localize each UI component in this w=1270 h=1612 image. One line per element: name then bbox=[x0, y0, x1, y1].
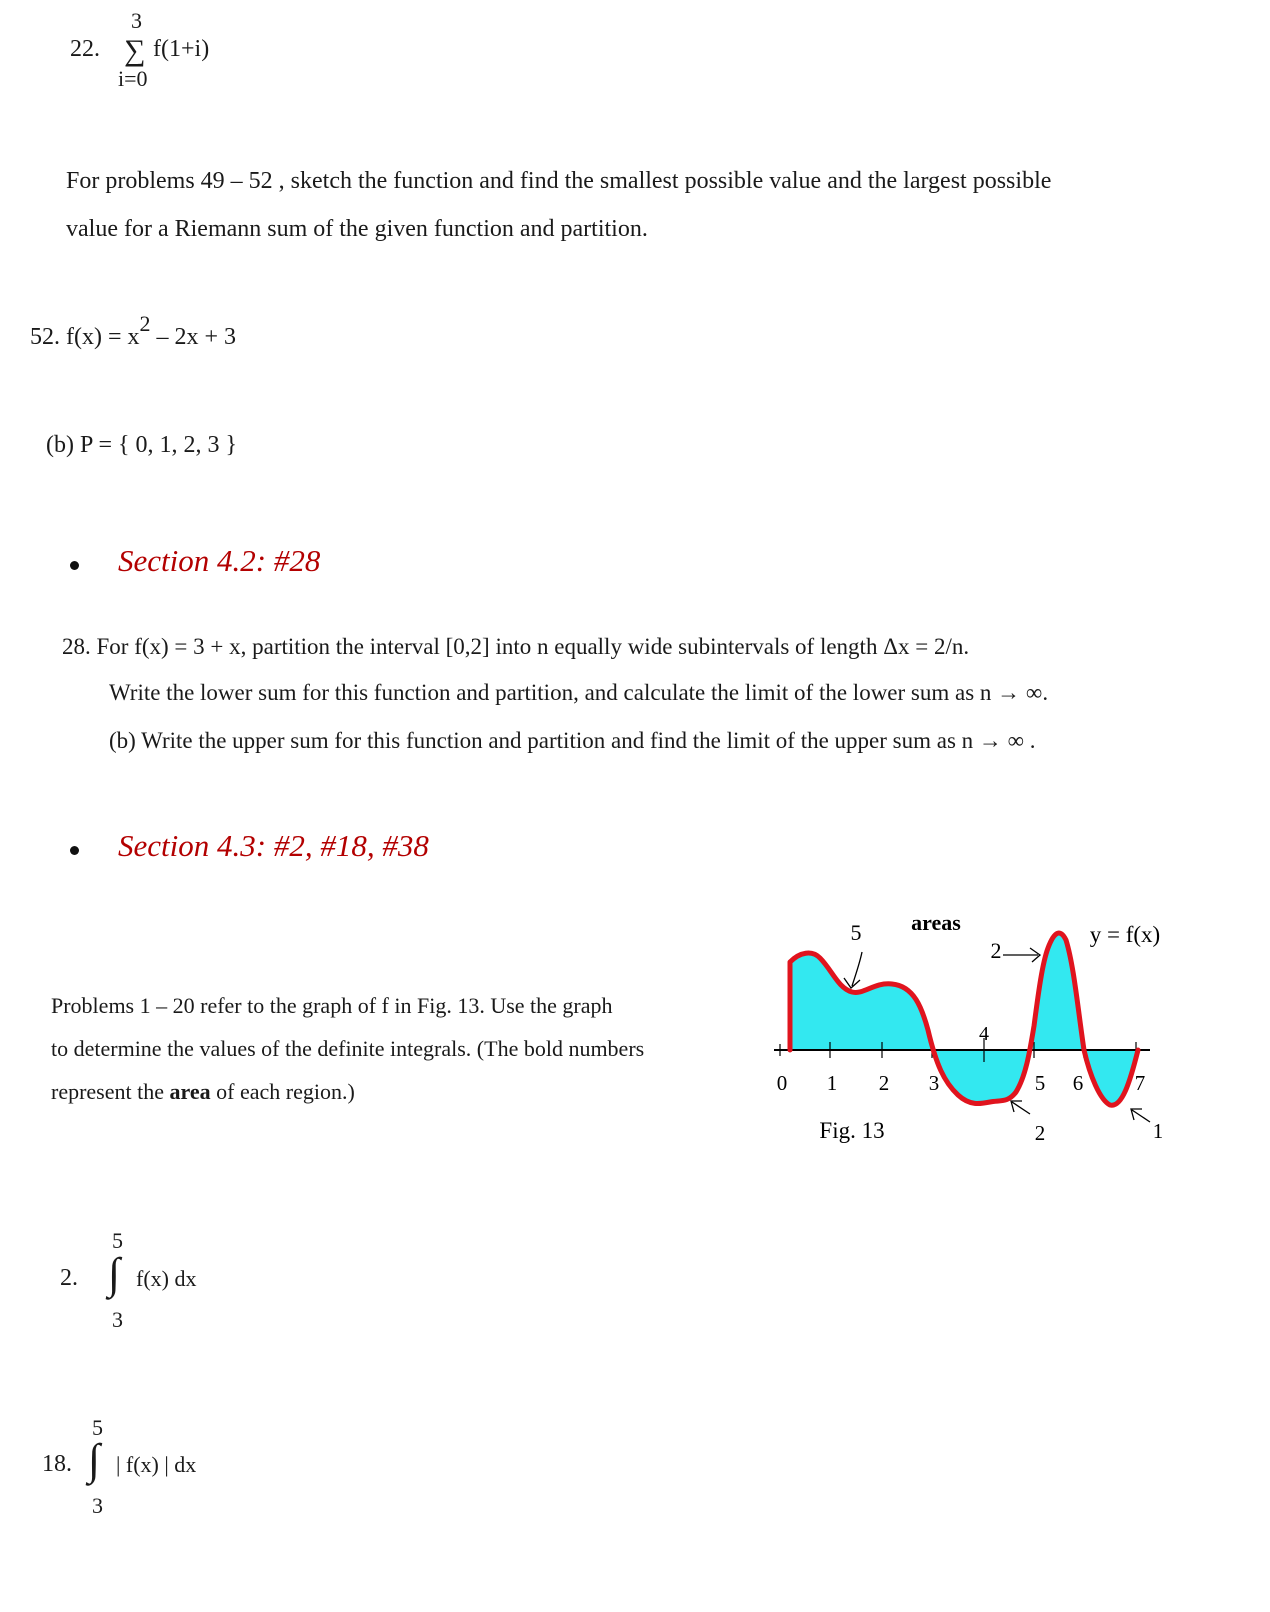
problems-text-line-3: represent the area of each region.) bbox=[51, 1079, 355, 1104]
arrow-to-region-1 bbox=[844, 952, 862, 988]
area-label-4: 1 bbox=[1152, 1119, 1164, 1143]
problem-number: 2. bbox=[60, 1265, 78, 1291]
figure-title: areas bbox=[911, 910, 961, 935]
integral-lower-limit: 3 bbox=[112, 1307, 123, 1332]
function-label: y = f(x) bbox=[1089, 922, 1161, 947]
integral-upper-limit: 5 bbox=[112, 1228, 123, 1253]
x-tick-label: 6 bbox=[1072, 1071, 1084, 1095]
problem-52 bbox=[30, 311, 237, 351]
bold-area-word: area bbox=[169, 1079, 211, 1104]
integral-lower-limit: 3 bbox=[92, 1493, 103, 1518]
area-label-3: 2 bbox=[990, 938, 1002, 963]
problem-28-line-1: 28. For f(x) = 3 + x, partition the interval [0,2] into n equally wide subintervals of length Δx = 2/n. bbox=[62, 634, 970, 659]
region-fill-1 bbox=[790, 953, 932, 1050]
integral-symbol: ∫ bbox=[88, 1435, 101, 1484]
sum-upper-limit: 3 bbox=[131, 8, 142, 33]
problems-text-line-2: to determine the values of the definite integrals. (The bold numbers bbox=[51, 1036, 645, 1061]
integrand: | f(x) | dx bbox=[116, 1452, 197, 1477]
arrow-to-region-4 bbox=[1131, 1109, 1150, 1122]
integrand: f(x) dx bbox=[136, 1266, 197, 1291]
problems-text-line-1: Problems 1 – 20 refer to the graph of f in Fig. 13. Use the graph bbox=[51, 993, 613, 1018]
figure-13 bbox=[760, 900, 1190, 1160]
section-heading-4-3: Section 4.3: #2, #18, #38 bbox=[118, 828, 429, 863]
sigma-symbol: ∑ bbox=[124, 34, 146, 67]
exponent: 2 bbox=[139, 311, 151, 336]
integral-symbol: ∫ bbox=[108, 1249, 121, 1298]
problem-number: 52. bbox=[30, 324, 60, 350]
function-lhs: f(x) = x bbox=[66, 324, 140, 350]
x-tick-label: 2 bbox=[878, 1071, 890, 1095]
sum-lower-limit: i=0 bbox=[118, 66, 148, 91]
x-tick-label: 1 bbox=[826, 1071, 838, 1095]
x-tick-label: 3 bbox=[928, 1071, 940, 1095]
intro-line-1: For problems 49 – 52 , sketch the function and find the smallest possible value and the largest possible bbox=[66, 168, 1052, 194]
bullet-icon bbox=[70, 561, 79, 570]
x-tick-label: 7 bbox=[1134, 1071, 1146, 1095]
sum-expression: f(1+i) bbox=[153, 36, 210, 62]
problem-number: 18. bbox=[42, 1451, 72, 1477]
area-label-1: 5 bbox=[850, 920, 862, 945]
intro-line-2: value for a Riemann sum of the given function and partition. bbox=[66, 216, 648, 242]
function-rhs: – 2x + 3 bbox=[150, 324, 237, 350]
x-tick-label: 5 bbox=[1034, 1071, 1046, 1095]
problem-28-part-b: (b) Write the upper sum for this function and partition and find the limit of the upper sum as n → ∞ . bbox=[109, 728, 1036, 753]
area-label-2: 2 bbox=[1034, 1121, 1046, 1145]
problem-28-line-2: Write the lower sum for this function and partition, and calculate the limit of the lower sum as n → ∞. bbox=[109, 680, 1049, 705]
integral-upper-limit: 5 bbox=[92, 1415, 103, 1440]
arrow-to-region-3 bbox=[1003, 948, 1040, 962]
above-axis-label: 4 bbox=[979, 1023, 989, 1045]
problem-number: 22. bbox=[70, 36, 100, 62]
figure-caption: Fig. 13 bbox=[819, 1118, 885, 1143]
bullet-icon bbox=[70, 846, 79, 855]
problem-52-part-b: (b) P = { 0, 1, 2, 3 } bbox=[46, 432, 238, 458]
x-tick-label: 0 bbox=[776, 1071, 788, 1095]
section-heading-4-2: Section 4.2: #28 bbox=[118, 543, 321, 578]
arrow-to-region-2 bbox=[1011, 1101, 1030, 1114]
